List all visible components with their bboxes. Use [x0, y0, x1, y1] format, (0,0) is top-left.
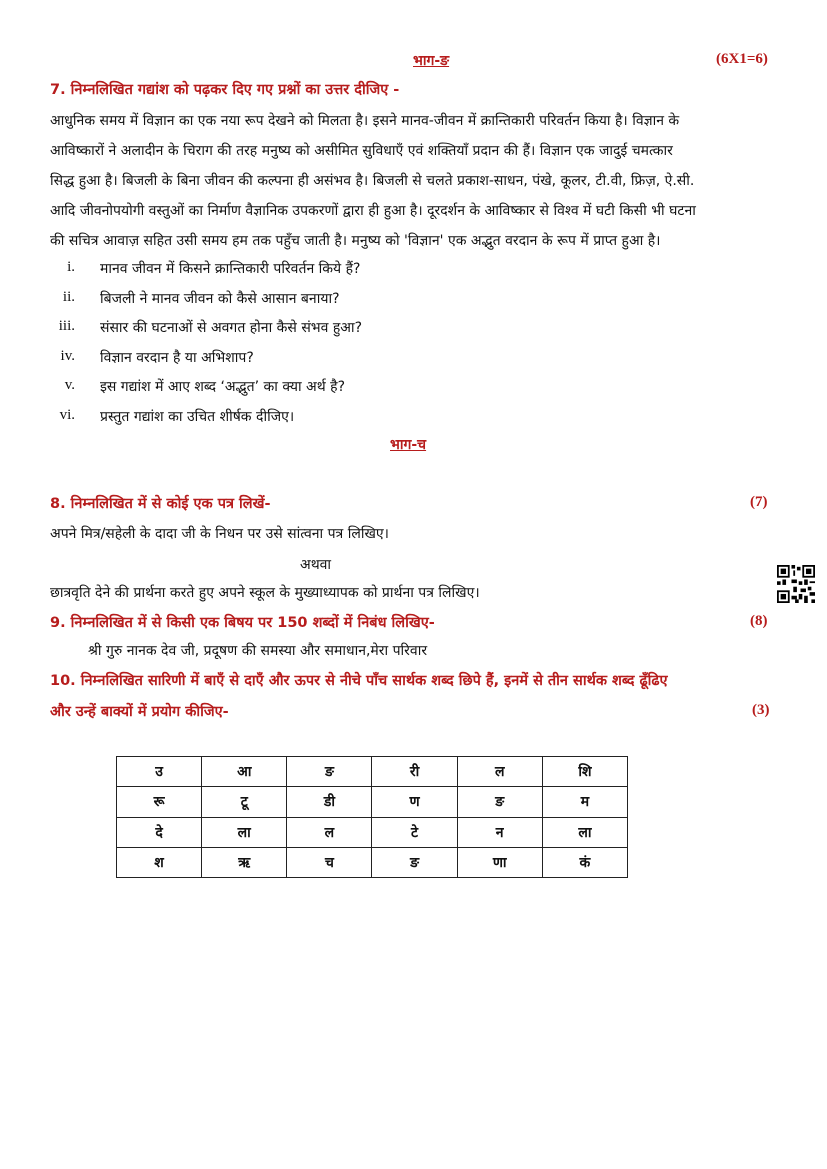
grid-cell: आ	[202, 757, 287, 787]
q9-topics: श्री गुरु नानक देव जी, प्रदूषण की समस्या और समाधान,मेरा परिवार	[88, 643, 428, 659]
word-search-grid	[116, 756, 628, 878]
question-text: इस गद्यांश में आए शब्द ‘अद्भुत’ का क्या अर्थ है?	[100, 379, 346, 395]
qr-code-icon	[777, 565, 815, 603]
grid-cell: ऋ	[202, 847, 287, 877]
grid-row	[117, 847, 628, 877]
grid-cell: कं	[542, 847, 627, 877]
q8-heading: 8. निम्नलिखित में से कोई एक पत्र लिखें-	[50, 496, 271, 512]
grid-row	[117, 757, 628, 787]
q9-heading: 9. निम्नलिखित में से किसी एक बिषय पर 150 शब्दों में निबंध लिखिए-	[50, 615, 435, 631]
q7-heading: 7. निम्नलिखित गद्यांश को पढ़कर दिए गए प्रश्नों का उत्तर दीजिए -	[50, 82, 400, 98]
q7-passage	[50, 106, 778, 256]
grid-cell: ल	[287, 817, 372, 847]
question-text: मानव जीवन में किसने क्रान्तिकारी परिवर्तन किये हैं?	[100, 261, 361, 277]
passage-line: की सचित्र आवाज़ सहित उसी समय हम तक पहुँच जाती है। मनुष्य को 'विज्ञान' एक अद्भुत वरदान के रूप में प्राप्त हुआ है।	[50, 233, 661, 249]
grid-cell: शि	[542, 757, 627, 787]
q9-marks: (8)	[750, 613, 768, 629]
question-text: विज्ञान वरदान है या अभिशाप?	[100, 350, 254, 366]
section-f-title: भाग-च	[390, 437, 427, 453]
grid-cell: म	[542, 787, 627, 817]
question-text: प्रस्तुत गद्यांश का उचित शीर्षक दीजिए।	[100, 409, 295, 425]
grid-cell: ङ	[372, 847, 457, 877]
grid-cell: न	[457, 817, 542, 847]
question-number: iii.	[58, 318, 75, 334]
q10-heading-line-1: 10. निम्नलिखित सारिणी में बाएँ से दाएँ और ऊपर से नीचे पाँच सार्थक शब्द छिपे हैं, इनमें से तीन सार्थक शब्द ढूँढिए	[50, 673, 668, 689]
q8-or: अथवा	[300, 557, 332, 573]
grid-cell: टे	[372, 817, 457, 847]
grid-cell: ला	[542, 817, 627, 847]
section-e-marks: (6X1=6)	[716, 51, 768, 67]
section-e-title: भाग-ङ	[413, 53, 450, 69]
question-number: i.	[67, 259, 75, 275]
q8-marks: (7)	[750, 494, 768, 510]
q10-marks: (3)	[752, 702, 770, 718]
grid-cell: उ	[117, 757, 202, 787]
q8-option-1: अपने मित्र/सहेली के दादा जी के निधन पर उसे सांत्वना पत्र लिखिए।	[50, 526, 389, 542]
question-number: v.	[64, 377, 75, 393]
grid-cell: णा	[457, 847, 542, 877]
grid-cell: श	[117, 847, 202, 877]
grid-cell: ङ	[457, 787, 542, 817]
grid-cell: ण	[372, 787, 457, 817]
grid-cell: डी	[287, 787, 372, 817]
question-text: संसार की घटनाओं से अवगत होना कैसे संभव हुआ?	[100, 320, 363, 336]
grid-row	[117, 787, 628, 817]
grid-cell: री	[372, 757, 457, 787]
passage-line: आविष्कारों ने अलादीन के चिराग की तरह मनुष्य को असीमित सुविधाएँ एवं शक्तियाँ प्रदान की हैं। विज्ञान एक जादुई चमत्कार	[50, 143, 673, 159]
grid-cell: रू	[117, 787, 202, 817]
grid-cell: ल	[457, 757, 542, 787]
grid-cell: ङ	[287, 757, 372, 787]
q8-option-2: छात्रवृति देने की प्रार्थना करते हुए अपने स्कूल के मुख्याध्यापक को प्रार्थना पत्र लिखिए।	[50, 585, 480, 601]
passage-line: आदि जीवनोपयोगी वस्तुओं का निर्माण वैज्ञानिक उपकरणों द्वारा ही हुआ है। दूरदर्शन के आविष्कार से विश्व में घटी किसी भी घटना	[50, 203, 696, 219]
grid-row	[117, 817, 628, 847]
grid-cell: दे	[117, 817, 202, 847]
question-number: vi.	[59, 407, 75, 423]
q10-heading-line-2: और उन्हें बाक्यों में प्रयोग कीजिए-	[50, 704, 229, 720]
question-number: iv.	[60, 348, 75, 364]
passage-line: सिद्ध हुआ है। बिजली के बिना जीवन की कल्पना ही असंभव है। बिजली से चलते प्रकाश-साधन, पंखे, कूलर, टी.वी, फ्रिज़, ऐ.सी.	[50, 173, 695, 189]
question-text: बिजली ने मानव जीवन को कैसे आसान बनाया?	[100, 291, 340, 307]
grid-cell: ला	[202, 817, 287, 847]
grid-cell: च	[287, 847, 372, 877]
question-number: ii.	[62, 289, 75, 305]
passage-line: आधुनिक समय में विज्ञान का एक नया रूप देखने को मिलता है। इसने मानव-जीवन में क्रान्तिकारी परिवर्तन किया है। विज्ञान के	[50, 113, 680, 129]
grid-cell: टू	[202, 787, 287, 817]
